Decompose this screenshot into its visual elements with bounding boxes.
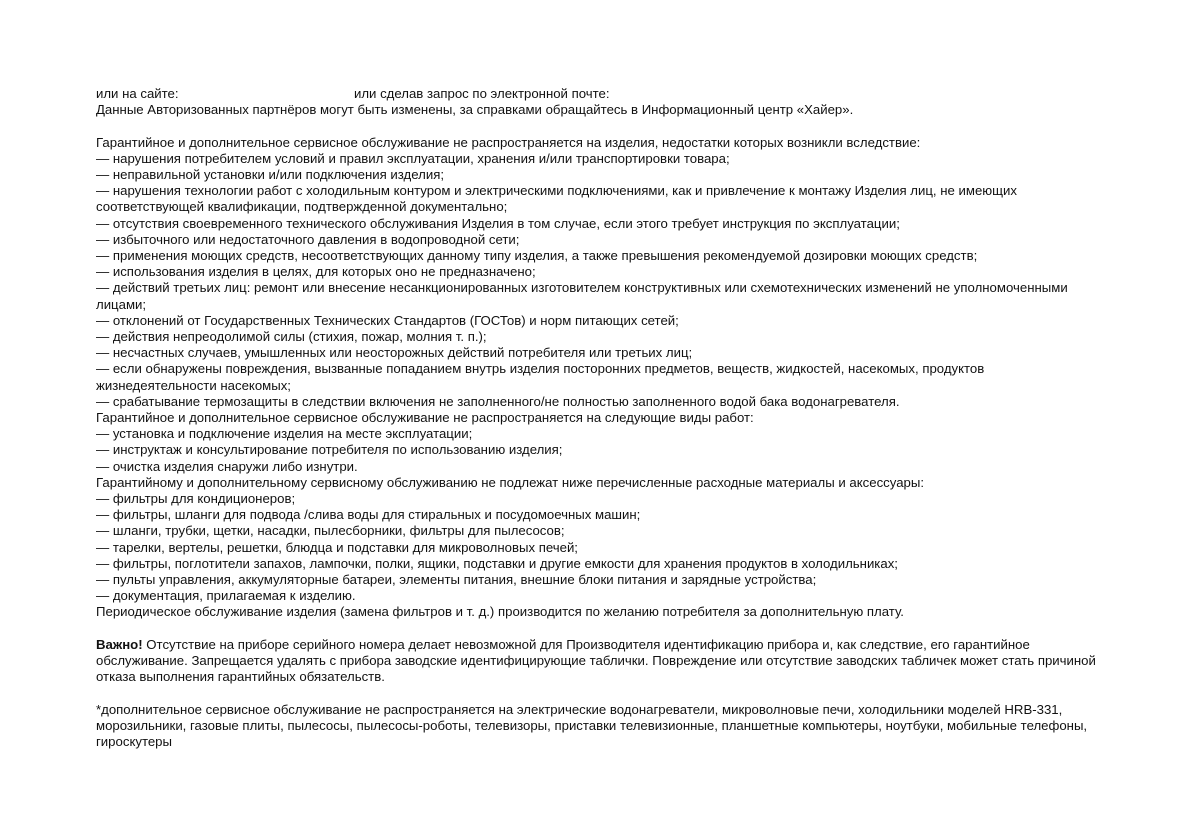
warranty-document — [96, 86, 1106, 750]
works-intro: Гарантийное и дополнительное сервисное обслуживание не распространяется на следующие виды работ: — [96, 410, 754, 426]
contact-row — [96, 86, 1106, 102]
work-item: — инструктаж и консультирование потребителя по использованию изделия; — [96, 442, 563, 458]
periodic-maintenance-note: Периодическое обслуживание изделия (замена фильтров и т. д.) производится по желанию потребителя за дополнительную плату. — [96, 604, 904, 620]
exclusion-item: — отсутствия своевременного технического обслуживания Изделия в том случае, если этого требует инструкция по эксплуатации; — [96, 215, 900, 231]
site-label: или на сайте: — [96, 86, 179, 101]
consumable-item: — тарелки, вертелы, решетки, блюдца и подставки для микроволновых печей; — [96, 539, 578, 555]
partners-note: Данные Авторизованных партнёров могут быть изменены, за справками обращайтесь в Информационный центр «Хайер». — [96, 102, 854, 118]
exclusion-item: — отклонений от Государственных Технических Стандартов (ГОСТов) и норм питающих сетей; — [96, 312, 679, 328]
exclusions-list — [96, 151, 1106, 410]
exclusion-item: — избыточного или недостаточного давления в водопроводной сети; — [96, 231, 520, 247]
works-list — [96, 426, 1106, 475]
consumable-item: — фильтры, поглотители запахов, лампочки, полки, ящики, подставки и другие емкости для хранения продуктов в холодильниках; — [96, 555, 898, 571]
spacer — [96, 118, 1106, 134]
spacer — [96, 621, 1106, 637]
exclusion-item: — несчастных случаев, умышленных или неосторожных действий потребителя или третьих лиц; — [96, 345, 693, 361]
exclusion-item: — действий третьих лиц: ремонт или внесение несанкционированных изготовителем конструктивных или схемотехнических изменений не уполномоченными лицами; — [96, 280, 1068, 312]
consumable-item: — фильтры, шланги для подвода /слива воды для стиральных и посудомоечных машин; — [96, 507, 641, 523]
important-paragraph — [96, 637, 1106, 686]
footnote: *дополнительное сервисное обслуживание не распространяется на электрические водонагреватели, микроволновые печи, холодильники моделей HRB-331, морозильники, газовые плиты, пылесосы, пылесосы-роботы, телевизоры, приставки телевизионные, планшетные компьютеры, ноутбуки, мобильные телефоны, гироскутеры — [96, 701, 1088, 750]
exclusion-item: — применения моющих средств, несоответствующих данному типу изделия, а также превышения рекомендуемой дозировки моющих средств; — [96, 248, 978, 263]
work-item: — установка и подключение изделия на месте эксплуатации; — [96, 426, 473, 442]
spacer — [96, 685, 1106, 701]
consumable-item: — пульты управления, аккумуляторные батареи, элементы питания, внешние блоки питания и зарядные устройства; — [96, 572, 817, 588]
consumable-item: — документация, прилагаемая к изделию. — [96, 588, 356, 604]
exclusions-intro: Гарантийное и дополнительное сервисное обслуживание не распространяется на изделия, недостатки которых возникли вследствие: — [96, 134, 921, 150]
consumable-item: — фильтры для кондиционеров; — [96, 491, 296, 507]
consumables-intro: Гарантийному и дополнительному сервисному обслуживанию не подлежат ниже перечисленные расходные материалы и аксессуары: — [96, 474, 925, 490]
consumables-list — [96, 491, 1106, 604]
important-label: Важно! — [96, 636, 143, 652]
exclusion-item: — неправильной установки и/или подключения изделия; — [96, 166, 445, 182]
exclusion-item: — нарушения технологии работ с холодильным контуром и электрическими подключениями, как и привлечение к монтажу Изделия лиц, не имеющих соответствующей квалификации, подтвержденной документально; — [96, 183, 1017, 215]
exclusion-item: — нарушения потребителем условий и правил эксплуатации, хранения и/или транспортировки товара; — [96, 150, 730, 166]
work-item: — очистка изделия снаружи либо изнутри. — [96, 458, 358, 474]
important-text: Отсутствие на приборе серийного номера делает невозможной для Производителя идентификацию прибора и, как следствие, его гарантийное обслуживание. Запрещается удалять с прибора заводские идентифицирующие таблички. Повреждение или отсутствие заводских табличек может стать причиной отказа выполнения гарантийных обязательств. — [96, 636, 1096, 685]
consumable-item: — шланги, трубки, щетки, насадки, пылесборники, фильтры для пылесосов; — [96, 523, 565, 539]
exclusion-item: — использования изделия в целях, для которых оно не предназначено; — [96, 264, 536, 280]
exclusion-item: — срабатывание термозащиты в следствии включения не заполненного/не полностью заполненного водой бака водонагревателя. — [96, 393, 900, 409]
exclusion-item: — действия непреодолимой силы (стихия, пожар, молния т. п.); — [96, 329, 487, 345]
exclusion-item: — если обнаружены повреждения, вызванные попаданием внутрь изделия посторонних предметов, веществ, жидкостей, насекомых, продуктов жизнедеятельности насекомых; — [96, 361, 985, 393]
email-label: или сделав запрос по электронной почте: — [354, 86, 610, 101]
